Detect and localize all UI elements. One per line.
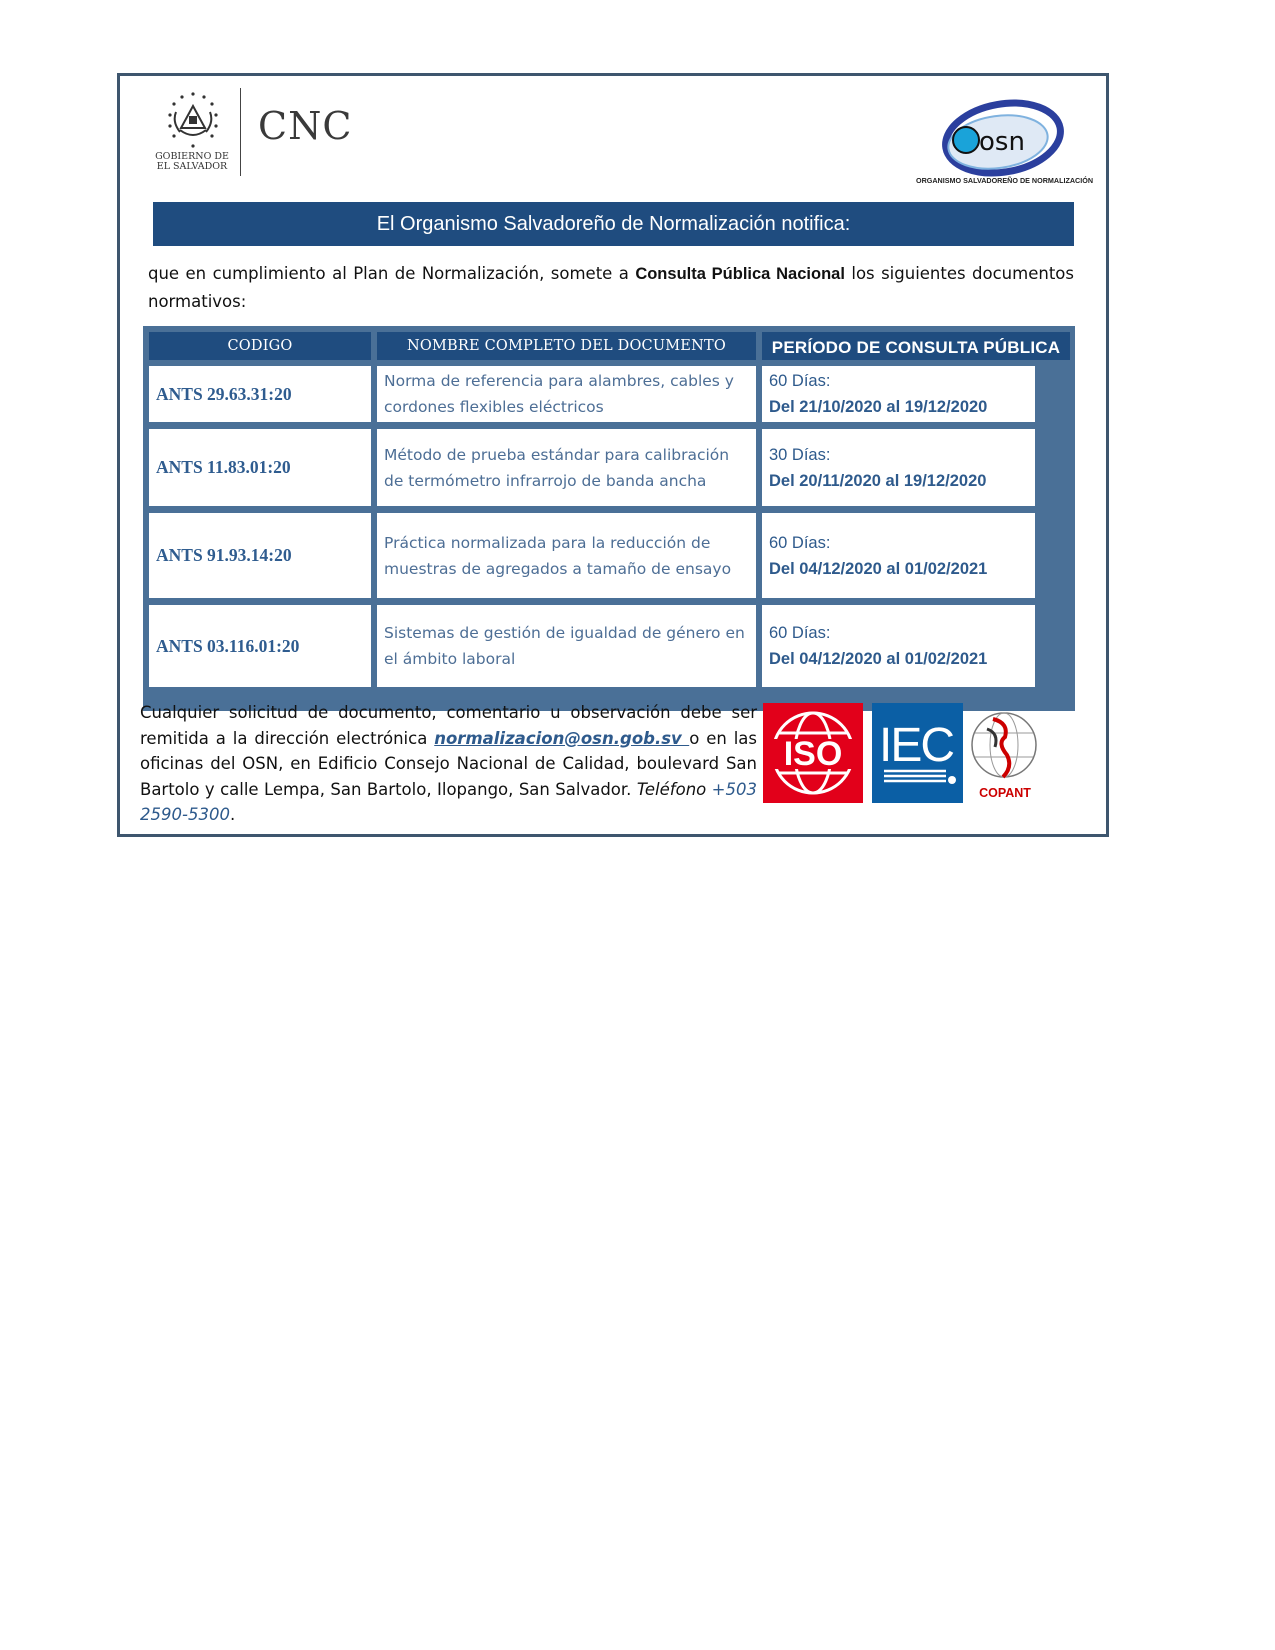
- row1-days: 60 Días:: [769, 372, 831, 390]
- iec-logo: [872, 703, 963, 803]
- row2-name: Método de prueba estándar para calibración de termómetro infrarrojo de banda ancha: [377, 429, 756, 506]
- email-link[interactable]: normalizacion@osn.gob.sv: [434, 728, 690, 748]
- globe-icon: [763, 703, 863, 803]
- row3-code: ANTS 91.93.14:20: [149, 513, 371, 598]
- row4-range: Del 04/12/2020 al 01/02/2021: [769, 650, 988, 668]
- intro-paragraph: [148, 260, 1074, 315]
- intro-text-before: que en cumplimiento al Plan de Normalización, somete a: [148, 264, 636, 283]
- phone-label: Teléfono: [636, 779, 712, 799]
- row1-range: Del 21/10/2020 al 19/12/2020: [769, 398, 988, 416]
- intro-text-bold: Consulta Pública Nacional: [635, 265, 845, 283]
- header-codigo: CODIGO: [149, 332, 371, 360]
- osn-logo-text: osn: [979, 127, 1025, 157]
- row4-name: Sistemas de gestión de igualdad de género en el ámbito laboral: [377, 605, 756, 687]
- copant-text: COPANT: [979, 786, 1031, 800]
- notice-frame: [117, 73, 1109, 837]
- gov-text-line1: GOBIERNO DE: [155, 151, 229, 162]
- row2-days: 30 Días:: [769, 445, 831, 464]
- row1-period: [762, 366, 1035, 422]
- documents-table: [143, 326, 1075, 711]
- header-nombre: NOMBRE COMPLETO DEL DOCUMENTO: [377, 332, 756, 360]
- contact-paragraph: [140, 700, 757, 828]
- phone-end: .: [229, 805, 236, 824]
- row1-code: ANTS 29.63.31:20: [149, 366, 371, 422]
- iec-mark-icon: [872, 703, 963, 803]
- gov-logo-text: [152, 152, 232, 172]
- iso-text: ISO: [783, 735, 843, 773]
- contact-text-2: o en las oficinas del OSN, en Edificio Consejo Nacional de Calidad, boulevard San Bartolo y calle Lempa, San Bartolo, Ilopango, San Salvador.: [140, 728, 757, 799]
- intro-text-after: los siguientes documentos normativos:: [148, 264, 1074, 311]
- copant-logo: [967, 703, 1045, 803]
- row4-period: [762, 605, 1035, 687]
- row3-period: [762, 513, 1035, 598]
- header-divider: [240, 88, 241, 176]
- americas-globe-icon: [967, 703, 1045, 803]
- row2-period: [762, 429, 1035, 506]
- phone-number: +503 2590-5300: [140, 779, 757, 824]
- row1-name: Norma de referencia para alambres, cables y cordones flexibles eléctricos: [377, 366, 756, 422]
- row2-range: Del 20/11/2020 al 19/12/2020: [769, 471, 987, 490]
- iso-logo: [763, 703, 863, 803]
- row4-days: 60 Días:: [769, 624, 831, 642]
- row3-days: 60 Días:: [769, 533, 831, 552]
- gov-text-line2: EL SALVADOR: [156, 161, 228, 172]
- row3-range: Del 04/12/2020 al 01/02/2021: [769, 559, 988, 578]
- header-periodo: PERÍODO DE CONSULTA PÚBLICA: [762, 332, 1070, 360]
- osn-logo-caption: ORGANISMO SALVADOREÑO DE NORMALIZACIÓN: [915, 176, 1094, 185]
- row3-name: Práctica normalizada para la reducción de muestras de agregados a tamaño de ensayo: [377, 513, 756, 598]
- row4-code: ANTS 03.116.01:20: [149, 605, 371, 687]
- iec-text: IEC: [878, 719, 954, 772]
- osn-logo: [918, 94, 1098, 184]
- gobierno-el-salvador-logo: [152, 88, 232, 178]
- row2-code: ANTS 11.83.01:20: [149, 429, 371, 506]
- contact-text-1: Cualquier solicitud de documento, comentario u observación debe ser remitida a la dirección electrónica: [140, 703, 757, 748]
- coat-of-arms-icon: [160, 88, 226, 154]
- cnc-logo-text: CNC: [258, 104, 353, 148]
- notice-banner: El Organismo Salvadoreño de Normalización notifica:: [153, 202, 1074, 246]
